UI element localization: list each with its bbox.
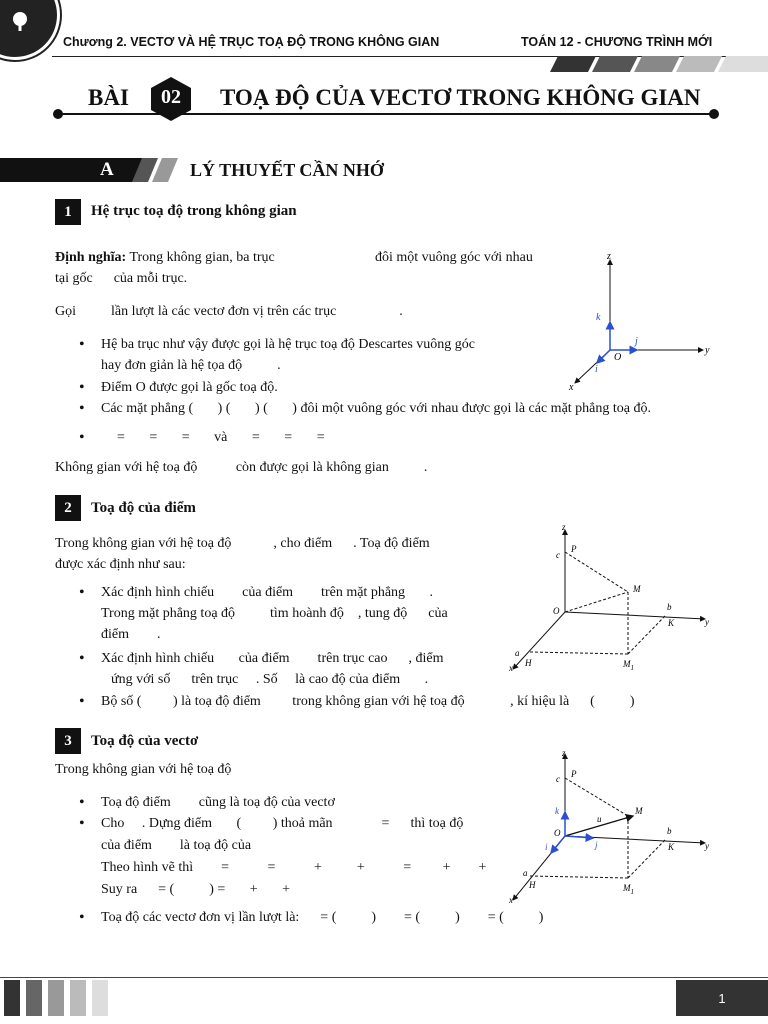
sec2-title: Toạ độ của điểm <box>91 500 196 516</box>
lesson-number: 02 <box>161 86 181 108</box>
x-label: x <box>569 382 574 393</box>
i-vector <box>551 836 565 853</box>
lesson-rule-end-right <box>709 109 719 119</box>
svg-text:y: y <box>705 617 709 627</box>
svg-text:c: c <box>556 774 560 784</box>
sec2-number: 2 <box>55 495 81 521</box>
svg-text:i: i <box>545 842 548 852</box>
svg-text:M: M <box>633 584 641 594</box>
list-item: • Toạ độ các vectơ đơn vị lần lượt là: = ( ) = ( ) = ( ) <box>55 907 745 928</box>
svg-text:O: O <box>553 606 560 616</box>
list-item: • Bộ số ( ) là toạ độ điểm trong không gian với hệ toạ độ , kí hiệu là ( ) <box>55 691 745 712</box>
svg-text:z: z <box>562 750 566 758</box>
svg-text:x: x <box>509 663 513 672</box>
def-text-2: đôi một vuông góc với nhau <box>375 250 533 265</box>
i-label: i <box>595 364 598 375</box>
sec2-intro-1: Trong không gian với hệ toạ độ , cho điểm . Toạ độ điểm <box>55 536 430 551</box>
sec3-number: 3 <box>55 728 81 754</box>
svg-text:b: b <box>667 826 672 836</box>
footer-stripes <box>0 980 150 1016</box>
z-label: z <box>607 251 611 262</box>
svg-text:a: a <box>515 648 520 658</box>
figure-point-coordinates <box>505 524 720 672</box>
svg-text:u: u <box>597 814 602 824</box>
j-label: j <box>635 336 638 347</box>
def-text: Trong không gian, ba trục <box>129 250 275 265</box>
list-item: • Hệ ba trục như vậy được gọi là hệ trục toạ độ Descartes vuông góc hay đơn giản là hệ tọa độ . <box>55 334 735 376</box>
chapter-title: Chương 2. VECTƠ VÀ HỆ TRỤC TOẠ ĐỘ TRONG KHÔNG GIAN <box>63 35 440 49</box>
svg-text:H: H <box>529 880 536 890</box>
def-line-2: tại gốc của mỗi trục. <box>55 271 188 286</box>
page-number-box <box>676 980 768 1016</box>
sec1-title: Hệ trục toạ độ trong không gian <box>91 203 297 219</box>
sec3-title: Toạ độ của vectơ <box>91 733 199 749</box>
svg-text:c: c <box>556 550 560 560</box>
j-vector <box>565 836 593 838</box>
list-item: • Cho . Dựng điểm ( ) thoả mãn = thì toạ độ của điểm là toạ độ của Theo hình vẽ thì = = + + = + + Suy ra = ( ) = + + <box>55 813 745 901</box>
svg-text:k: k <box>555 806 559 816</box>
lesson-prefix: BÀI <box>84 85 133 111</box>
figure-vector-coordinates <box>505 750 720 905</box>
list-item: • Điểm O được gọi là gốc toạ độ. <box>55 377 735 398</box>
svg-text:j: j <box>595 840 598 850</box>
header-stripes <box>550 56 768 72</box>
list-item: • Các mặt phẳng ( ) ( ) ( ) đôi một vuông góc với nhau được gọi là các mặt phẳng toạ độ. <box>55 398 735 419</box>
part-a-title: LÝ THUYẾT CẦN NHỚ <box>190 160 384 180</box>
svg-text:P: P <box>571 544 577 554</box>
svg-text:b: b <box>667 602 672 612</box>
x-axis <box>513 612 565 669</box>
course-title: TOÁN 12 - CHƯƠNG TRÌNH MỚI <box>521 35 713 49</box>
svg-text:M1: $M_1$ <box>623 659 634 672</box>
svg-text:M: M <box>635 806 643 816</box>
i-vector <box>597 350 610 363</box>
sec1-closing: Không gian với hệ toạ độ còn được gọi là không gian . <box>55 460 428 475</box>
list-item: • Xác định hình chiếu của điểm trên trục cao , điểm ứng với số trên trục . Số là cao độ của điểm . <box>55 648 745 690</box>
svg-text:K: K <box>668 842 675 852</box>
figure-axes-1 <box>565 250 725 395</box>
unit-vectors-line: Gọi lần lượt là các vectơ đơn vị trên các trục . <box>55 304 403 319</box>
svg-text:P: P <box>571 769 577 779</box>
list-item: • = = = và = = = <box>55 427 735 448</box>
lesson-title: TOẠ ĐỘ CỦA VECTƠ TRONG KHÔNG GIAN <box>214 85 707 111</box>
page-number: 1 <box>718 990 726 1006</box>
svg-text:K: K <box>668 618 675 628</box>
tree-icon <box>0 0 57 57</box>
origin-label: O <box>614 352 622 363</box>
def-label: Định nghĩa: <box>55 250 127 265</box>
y-axis <box>565 612 705 619</box>
svg-text:z: z <box>562 524 566 532</box>
lesson-rule-end-left <box>53 109 63 119</box>
svg-text:a: a <box>523 868 528 878</box>
part-a-letter: A <box>100 159 114 180</box>
list-item: • Xác định hình chiếu của điểm trên mặt phẳng . Trong mặt phẳng toạ độ tìm hoành độ , tung độ của điểm . <box>55 582 745 645</box>
svg-text:M1: $M_1$ <box>623 883 634 896</box>
sec2-intro-2: được xác định như sau: <box>55 557 186 572</box>
svg-text:H: H <box>525 658 532 668</box>
y-label: y <box>705 345 710 356</box>
svg-text:O: O <box>554 828 561 838</box>
part-a-bar <box>0 158 145 182</box>
footer-rule <box>0 977 768 978</box>
list-item: • Toạ độ điểm cũng là toạ độ của vectơ <box>55 792 745 813</box>
svg-text:y: y <box>705 841 709 851</box>
sec3-intro: Trong không gian với hệ toạ độ <box>55 762 232 777</box>
k-label: k <box>596 312 601 323</box>
svg-text:x: x <box>509 895 513 905</box>
header-logo <box>0 0 60 60</box>
part-a-stripes <box>132 158 184 182</box>
sec1-number: 1 <box>55 199 81 225</box>
